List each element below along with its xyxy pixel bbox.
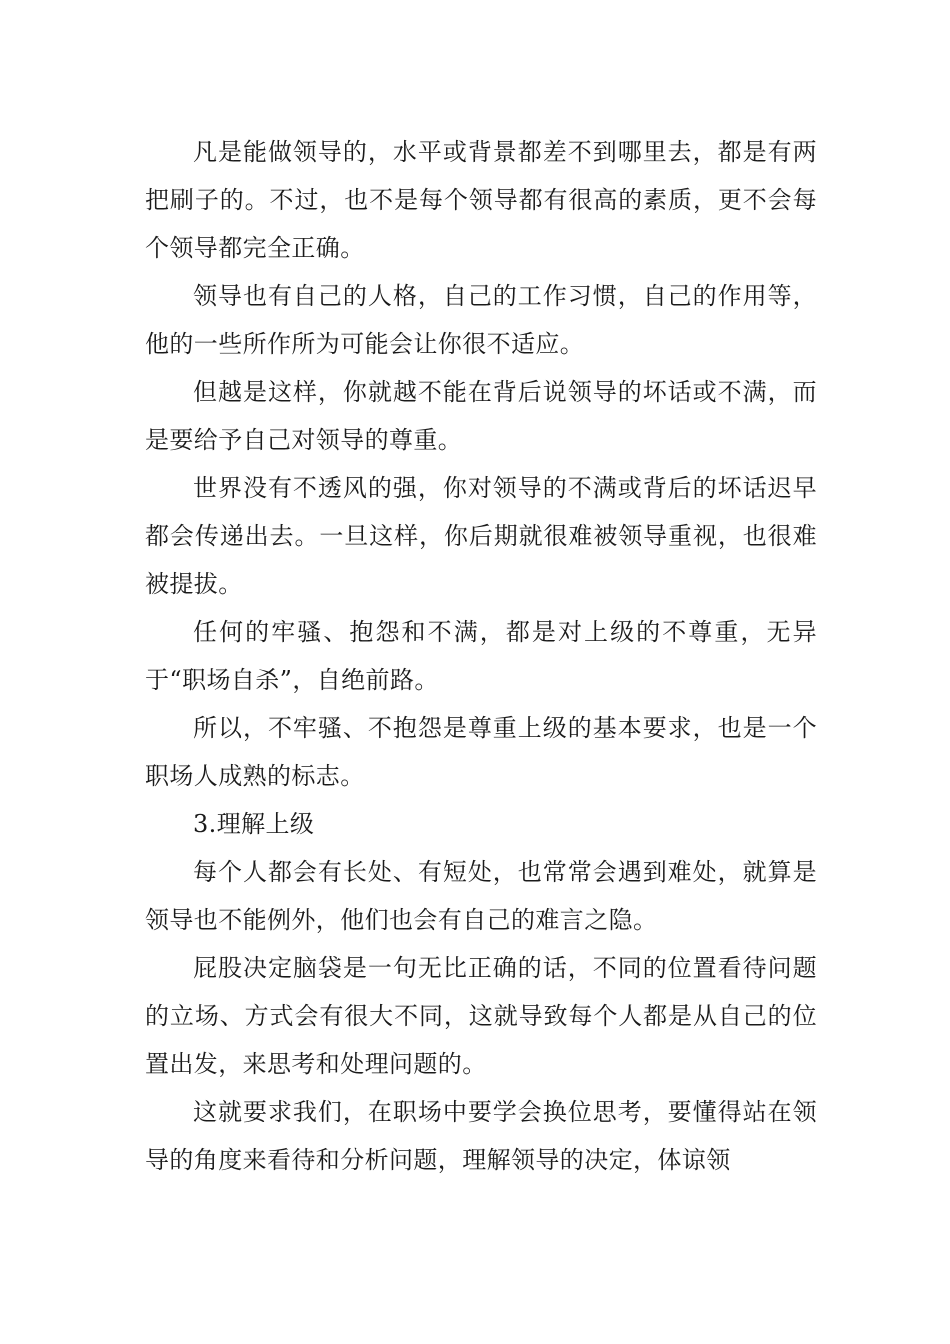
paragraph-4: 世界没有不透风的强，你对领导的不满或背后的坏话迟早都会传递出去。一旦这样，你后期就很难被领导重视，也很难被提拔。	[145, 474, 817, 598]
paragraph-3: 但越是这样，你就越不能在背后说领导的坏话或不满，而是要给予自己对领导的尊重。	[145, 378, 817, 454]
paragraph-5: 任何的牢骚、抱怨和不满，都是对上级的不尊重，无异于“职场自杀”，自绝前路。	[145, 618, 817, 694]
paragraph-7: 每个人都会有长处、有短处，也常常会遇到难处，就算是领导也不能例外，他们也会有自己的难言之隐。	[145, 858, 817, 934]
document-body	[145, 128, 817, 1184]
paragraph-1: 凡是能做领导的，水平或背景都差不到哪里去，都是有两把刷子的。不过，也不是每个领导都有很高的素质，更不会每个领导都完全正确。	[145, 138, 817, 262]
paragraph-2: 领导也有自己的人格，自己的工作习惯，自己的作用等，他的一些所作所为可能会让你很不适应。	[145, 282, 817, 358]
paragraph-9: 这就要求我们，在职场中要学会换位思考，要懂得站在领导的角度来看待和分析问题，理解领导的决定，体谅领	[145, 1098, 817, 1174]
section-heading: 3.理解上级	[193, 810, 315, 838]
paragraph-8: 屁股决定脑袋是一句无比正确的话，不同的位置看待问题的立场、方式会有很大不同，这就导致每个人都是从自己的位置出发，来思考和处理问题的。	[145, 954, 817, 1078]
paragraph-6: 所以，不牢骚、不抱怨是尊重上级的基本要求，也是一个职场人成熟的标志。	[145, 714, 817, 790]
